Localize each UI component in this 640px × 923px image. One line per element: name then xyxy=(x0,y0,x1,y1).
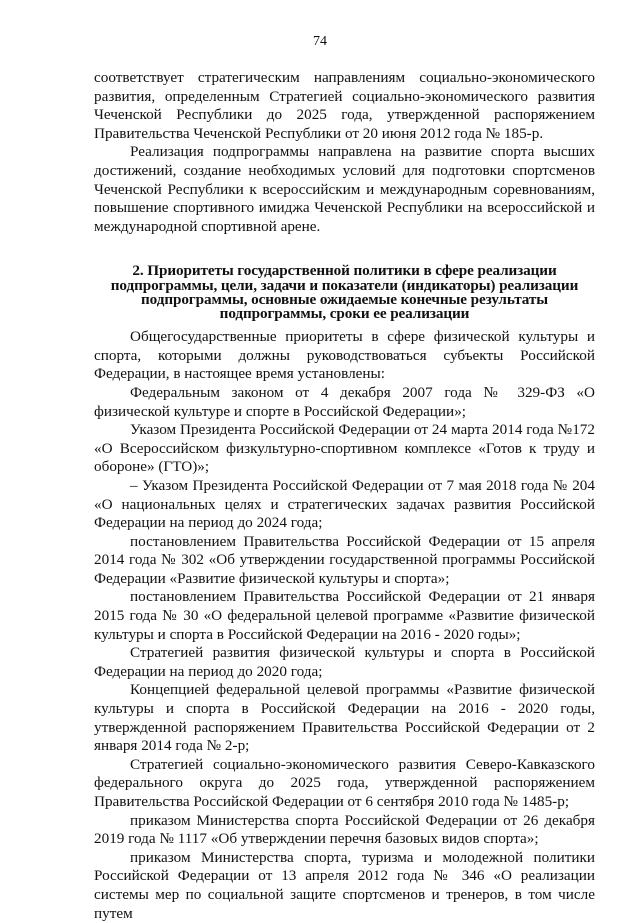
list-item: Стратегией развития физической культуры и спорта в Российской Федерации на период до 2020 года; xyxy=(94,644,595,680)
intro-continuation-paragraph: соответствует стратегическим направлениям социально-экономического развития, определенным Стратегией социально-экономического развития Чеченской Республики до 2025 года, утвержденной распоряжением Правительства Чеченской Республики от 20 июня 2012 года № 185-р. xyxy=(94,69,595,142)
page-number: 74 xyxy=(313,34,327,49)
list-item: Концепцией федеральной целевой программы «Развитие физической культуры и спорта в Российской Федерации на 2016 - 2020 годы, утвержденной распоряжением Правительства Российской Федерации от 2 января 2014 года № 2-р; xyxy=(94,681,595,755)
priority-document-list xyxy=(94,384,595,923)
section-heading xyxy=(94,264,595,321)
list-item: приказом Министерства спорта Российской Федерации от 26 декабря 2019 года № 1117 «Об утверждении перечня базовых видов спорта»; xyxy=(94,811,595,848)
page-content xyxy=(94,69,595,923)
section-lead-paragraph: Общегосударственные приоритеты в сфере физической культуры и спорта, которыми должны руководствоваться субъекты Российской Федерации, в настоящее время установлены: xyxy=(94,328,595,383)
heading-line: подпрограммы, основные ожидаемые конечные результаты xyxy=(141,290,548,308)
list-item: Указом Президента Российской Федерации от 24 марта 2014 года №172 «О Всероссийском физкультурно-спортивном комплексе «Готов к труду и обороне» (ГТО)»; xyxy=(94,421,595,476)
intro-goal-paragraph: Реализация подпрограммы направлена на развитие спорта высших достижений, создание необходимых условий для подготовки спортсменов Чеченской Республики к всероссийским и международным соревнованиям, повышение спортивного имиджа Чеченской Республики на всероссийской и международной спортивной арене. xyxy=(94,143,595,235)
heading-line: подпрограммы, сроки ее реализации xyxy=(219,304,470,322)
heading-line: 2. Приоритеты государственной политики в сфере реализации xyxy=(132,262,557,280)
list-item: Стратегией социально-экономического развития Северо-Кавказского федерального округа до 2025 года, утвержденной распоряжением Правительства Российской Федерации от 6 сентября 2010 года № 1485-р; xyxy=(94,755,595,810)
list-item: постановлением Правительства Российской Федерации от 21 января 2015 года № 30 «О федеральной целевой программе «Развитие физической культуры и спорта в Российской Федерации на 2016 - 2020 годы»; xyxy=(94,588,595,643)
list-item: – Указом Президента Российской Федерации от 7 мая 2018 года № 204 «О национальных целях и стратегических задачах развития Российской Федерации на период до 2024 года; xyxy=(94,476,595,532)
list-item: постановлением Правительства Российской Федерации от 15 апреля 2014 года № 302 «Об утверждении государственной программы Российской Федерации «Развитие физической культуры и спорта»; xyxy=(94,532,595,587)
heading-line: подпрограммы, цели, задачи и показатели (индикаторы) реализации xyxy=(110,276,579,294)
list-item: Федеральным законом от 4 декабря 2007 года № 329-ФЗ «О физической культуре и спорте в Российской Федерации»; xyxy=(94,383,595,420)
list-item: приказом Министерства спорта, туризма и молодежной политики Российской Федерации от 13 апреля 2012 года № 346 «О реализации системы мер по социальной защите спортсменов и тренеров, в том числе путем xyxy=(94,848,595,922)
